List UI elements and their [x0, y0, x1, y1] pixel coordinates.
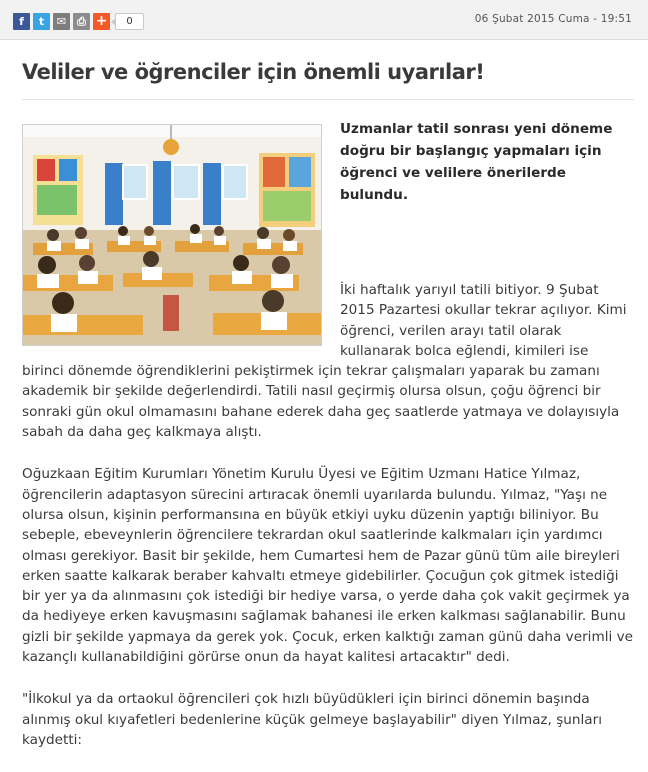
- article-paragraph: İki haftalık yarıyıl tatili bitiyor. 9 Şubat 2015 Pazartesi okullar tekrar açılıyor. Kimi öğrenci, verilen arayı tatil olarak kullanarak bolca eğlendi, kimileri ise birinci dönemde öğrendiklerini pekiştirmek için tekrar çalışmaları yaparak bu zamanı akademik bir şekilde değerlendirdi. Tatili nasıl geçirmiş olursa olsun, çoğu öğrenci bir sonraki gün okul olmamasını bahane ederek daha geç saatlerde yatmaya ve dolayısıyla sabah da daha geç kalkmaya alıştı.: [22, 282, 627, 441]
- print-button[interactable]: [73, 13, 90, 30]
- envelope-icon: ✉: [56, 14, 67, 28]
- top-bar: [0, 0, 648, 40]
- article-body: [22, 118, 634, 772]
- article-lead: Uzmanlar tatil sonrası yeni döneme doğru bir başlangıç yapmaları için öğrenci ve velilere önerilerde bulundu.: [340, 121, 613, 203]
- article-paragraph: "İlkokul ya da ortaokul öğrencileri çok hızlı büyüdükleri için birinci dönemin başında alınmış okul kıyafetleri bedenlerine küçük gelmeye başlayabilir" diyen Yılmaz, şunları kaydetti:: [22, 691, 602, 748]
- plus-icon: +: [95, 13, 108, 29]
- title-divider: [22, 99, 634, 100]
- classroom-photo: [22, 124, 322, 346]
- more-share-button[interactable]: [93, 13, 110, 30]
- twitter-icon: t: [38, 14, 45, 28]
- facebook-icon: f: [19, 14, 24, 28]
- classroom-photo-icon: [23, 125, 321, 345]
- article-paragraph: Oğuzkaan Eğitim Kurumları Yönetim Kurulu Üyesi ve Eğitim Uzmanı Hatice Yılmaz, öğrencilerin adaptasyon sürecini artıracak önemli uyarılarda bulundu. Yılmaz, "Yaşı ne olursa olsun, kişinin performansına en büyük etkiyi uyku düzenin yaptığı biliniyor. Bu sebeple, ebeveynlerin öğrencilere tekrardan okul saatlerinde kalkmaları için yardımcı olması gerekiyor. Basit bir şekilde, hem Cumartesi hem de Pazar günü tüm aile bireyleri erken saatte kalkarak beraber kahvaltı etmeye gidebilirler. Çocuğun çok gitmek istediği bir yer ya da alınmasını çok istediği bir hediye varsa, o yerde daha çok vakit geçirmek ya da hediyeye erken kavuşmasını sağlamak bahanesi ile erken kalkması sağlanabilir. Bunu gizli bir şekilde yapmaya da gerek yok. Çocuk, erken kalktığı zaman günü daha verimli ve kazançlı kullanabildiğini görürse onun da hayat kalitesi artacaktır" dedi.: [22, 466, 633, 666]
- email-share-button[interactable]: [53, 13, 70, 30]
- facebook-share-button[interactable]: [13, 13, 30, 30]
- share-count-badge: 0: [115, 13, 144, 30]
- twitter-share-button[interactable]: [33, 13, 50, 30]
- print-icon: ⎙: [77, 14, 86, 28]
- share-toolbar: [13, 12, 144, 30]
- article-title: Veliler ve öğrenciler için önemli uyarılar!: [22, 60, 485, 84]
- publish-date: 06 Şubat 2015 Cuma - 19:51: [474, 13, 632, 25]
